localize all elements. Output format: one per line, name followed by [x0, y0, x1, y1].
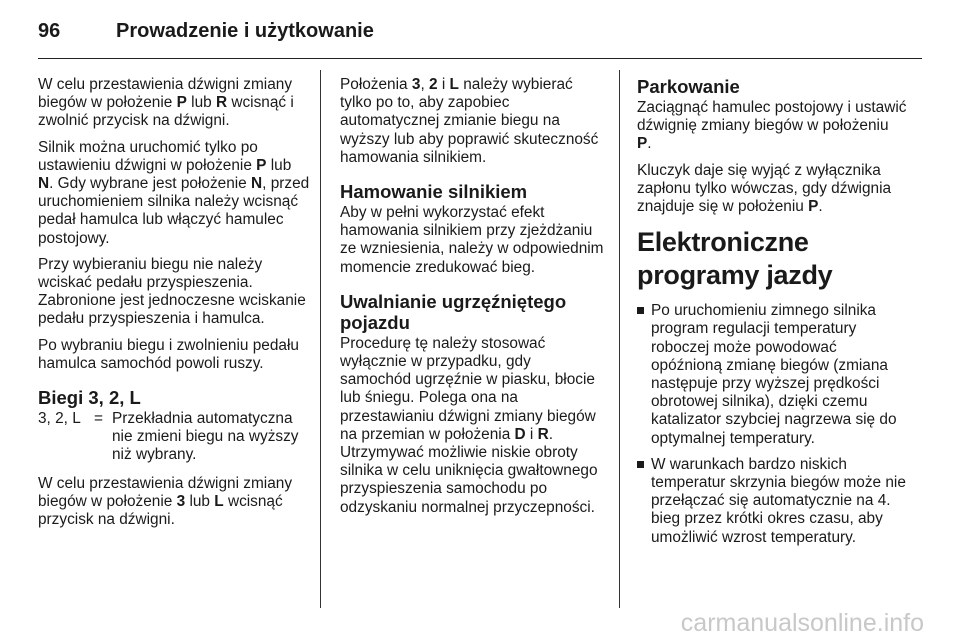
section-heading: Biegi 3, 2, L — [38, 387, 141, 409]
column-divider-2 — [619, 70, 620, 608]
paragraph: Położenia 3, 2 i L należy wybierać tylko po to, aby zapobiec automatycznej zmianie biegu na wyższy lub aby poprawić skuteczność hamowania silnikiem. — [340, 76, 599, 166]
paragraph: W celu przestawienia dźwigni zmiany biegów w położenie P lub R wcisnąć i zwolnić przycisk na dźwigni. — [38, 76, 294, 130]
definition-description: Przekładnia automatyczna nie zmieni biegu na wyższy niż wybrany. — [112, 410, 299, 464]
definition-equals: = — [94, 410, 103, 428]
list-item: Po uruchomieniu zimnego silnika program regulacji temperatury roboczej może powodować opóźnioną zmianę biegów (zmiana następuje przy wyższej prędkości obrotowej silnika), dzięki czemu katalizator szybciej nagrzewa się do optymalnej temperatury. — [637, 302, 907, 448]
page-header — [38, 20, 374, 44]
paragraph: Kluczyk daje się wyjąć z wyłącznika zapłonu tylko wówczas, gdy dźwignia znajduje się w położeniu P. — [637, 161, 892, 216]
column-1 — [38, 76, 310, 537]
major-heading: Elektroniczne programy jazdy — [637, 227, 833, 291]
paragraph: Zaciągnąć hamulec postojowy i ustawić dźwignię zmiany biegów w położeniu P. — [637, 99, 907, 153]
paragraph: W celu przestawienia dźwigni zmiany biegów w położenie 3 lub L wcisnąć przycisk na dźwigni. — [38, 474, 293, 529]
page-title: Prowadzenie i użytkowanie — [116, 20, 374, 42]
definition-term: 3, 2, L — [38, 410, 81, 428]
list-item: W warunkach bardzo niskich temperatur skrzynia biegów może nie przełączać się automatycznie na 4. bieg przez krótki okres czasu, aby umożliwić wzrost temperatury. — [637, 456, 907, 547]
column-divider-1 — [320, 70, 321, 608]
section-heading: Uwalnianie ugrzęźniętego pojazdu — [340, 290, 567, 333]
paragraph: Aby w pełni wykorzystać efekt hamowania silnikiem przy zjeżdżaniu ze wzniesienia, należy w odpowiednim momencie zredukować bieg. — [340, 204, 604, 276]
section-heading: Parkowanie — [637, 76, 740, 97]
square-bullet-icon — [637, 307, 644, 314]
paragraph: Po wybraniu biegu i zwolnieniu pedału hamulca samochód powoli ruszy. — [38, 336, 299, 372]
bullet-list — [637, 302, 907, 547]
paragraph: Procedurę tę należy stosować wyłącznie w przypadku, gdy samochód ugrzęźnie w piasku, błocie lub śniegu. Polega ona na przestawianiu dźwigni zmiany biegów na przemian w położenia D i R. Utrzymywać możliwie niskie obroty silnika w celu uniknięcia gwałtownego przyspieszenia samochodu po odzyskaniu normalnej przyczepności. — [340, 334, 598, 516]
column-2 — [340, 76, 606, 525]
square-bullet-icon — [637, 461, 644, 468]
watermark: carmanualsonline.info — [680, 609, 924, 637]
page-number: 96 — [38, 20, 61, 42]
definition-row — [38, 410, 310, 465]
header-divider — [38, 58, 922, 59]
paragraph: Przy wybieraniu biegu nie należy wciskać pedału przyspieszenia. Zabronione jest jednoczesne wciskanie pedału przyspieszenia i hamulca. — [38, 255, 306, 328]
paragraph: Silnik można uruchomić tylko po ustawieniu dźwigni w położenie P lub N. Gdy wybrane jest położenie N, przed uruchomieniem silnika należy wcisnąć pedał hamulca lub włączyć hamulec postojowy. — [38, 138, 310, 247]
column-3 — [637, 76, 907, 555]
section-heading: Hamowanie silnikiem — [340, 181, 528, 203]
